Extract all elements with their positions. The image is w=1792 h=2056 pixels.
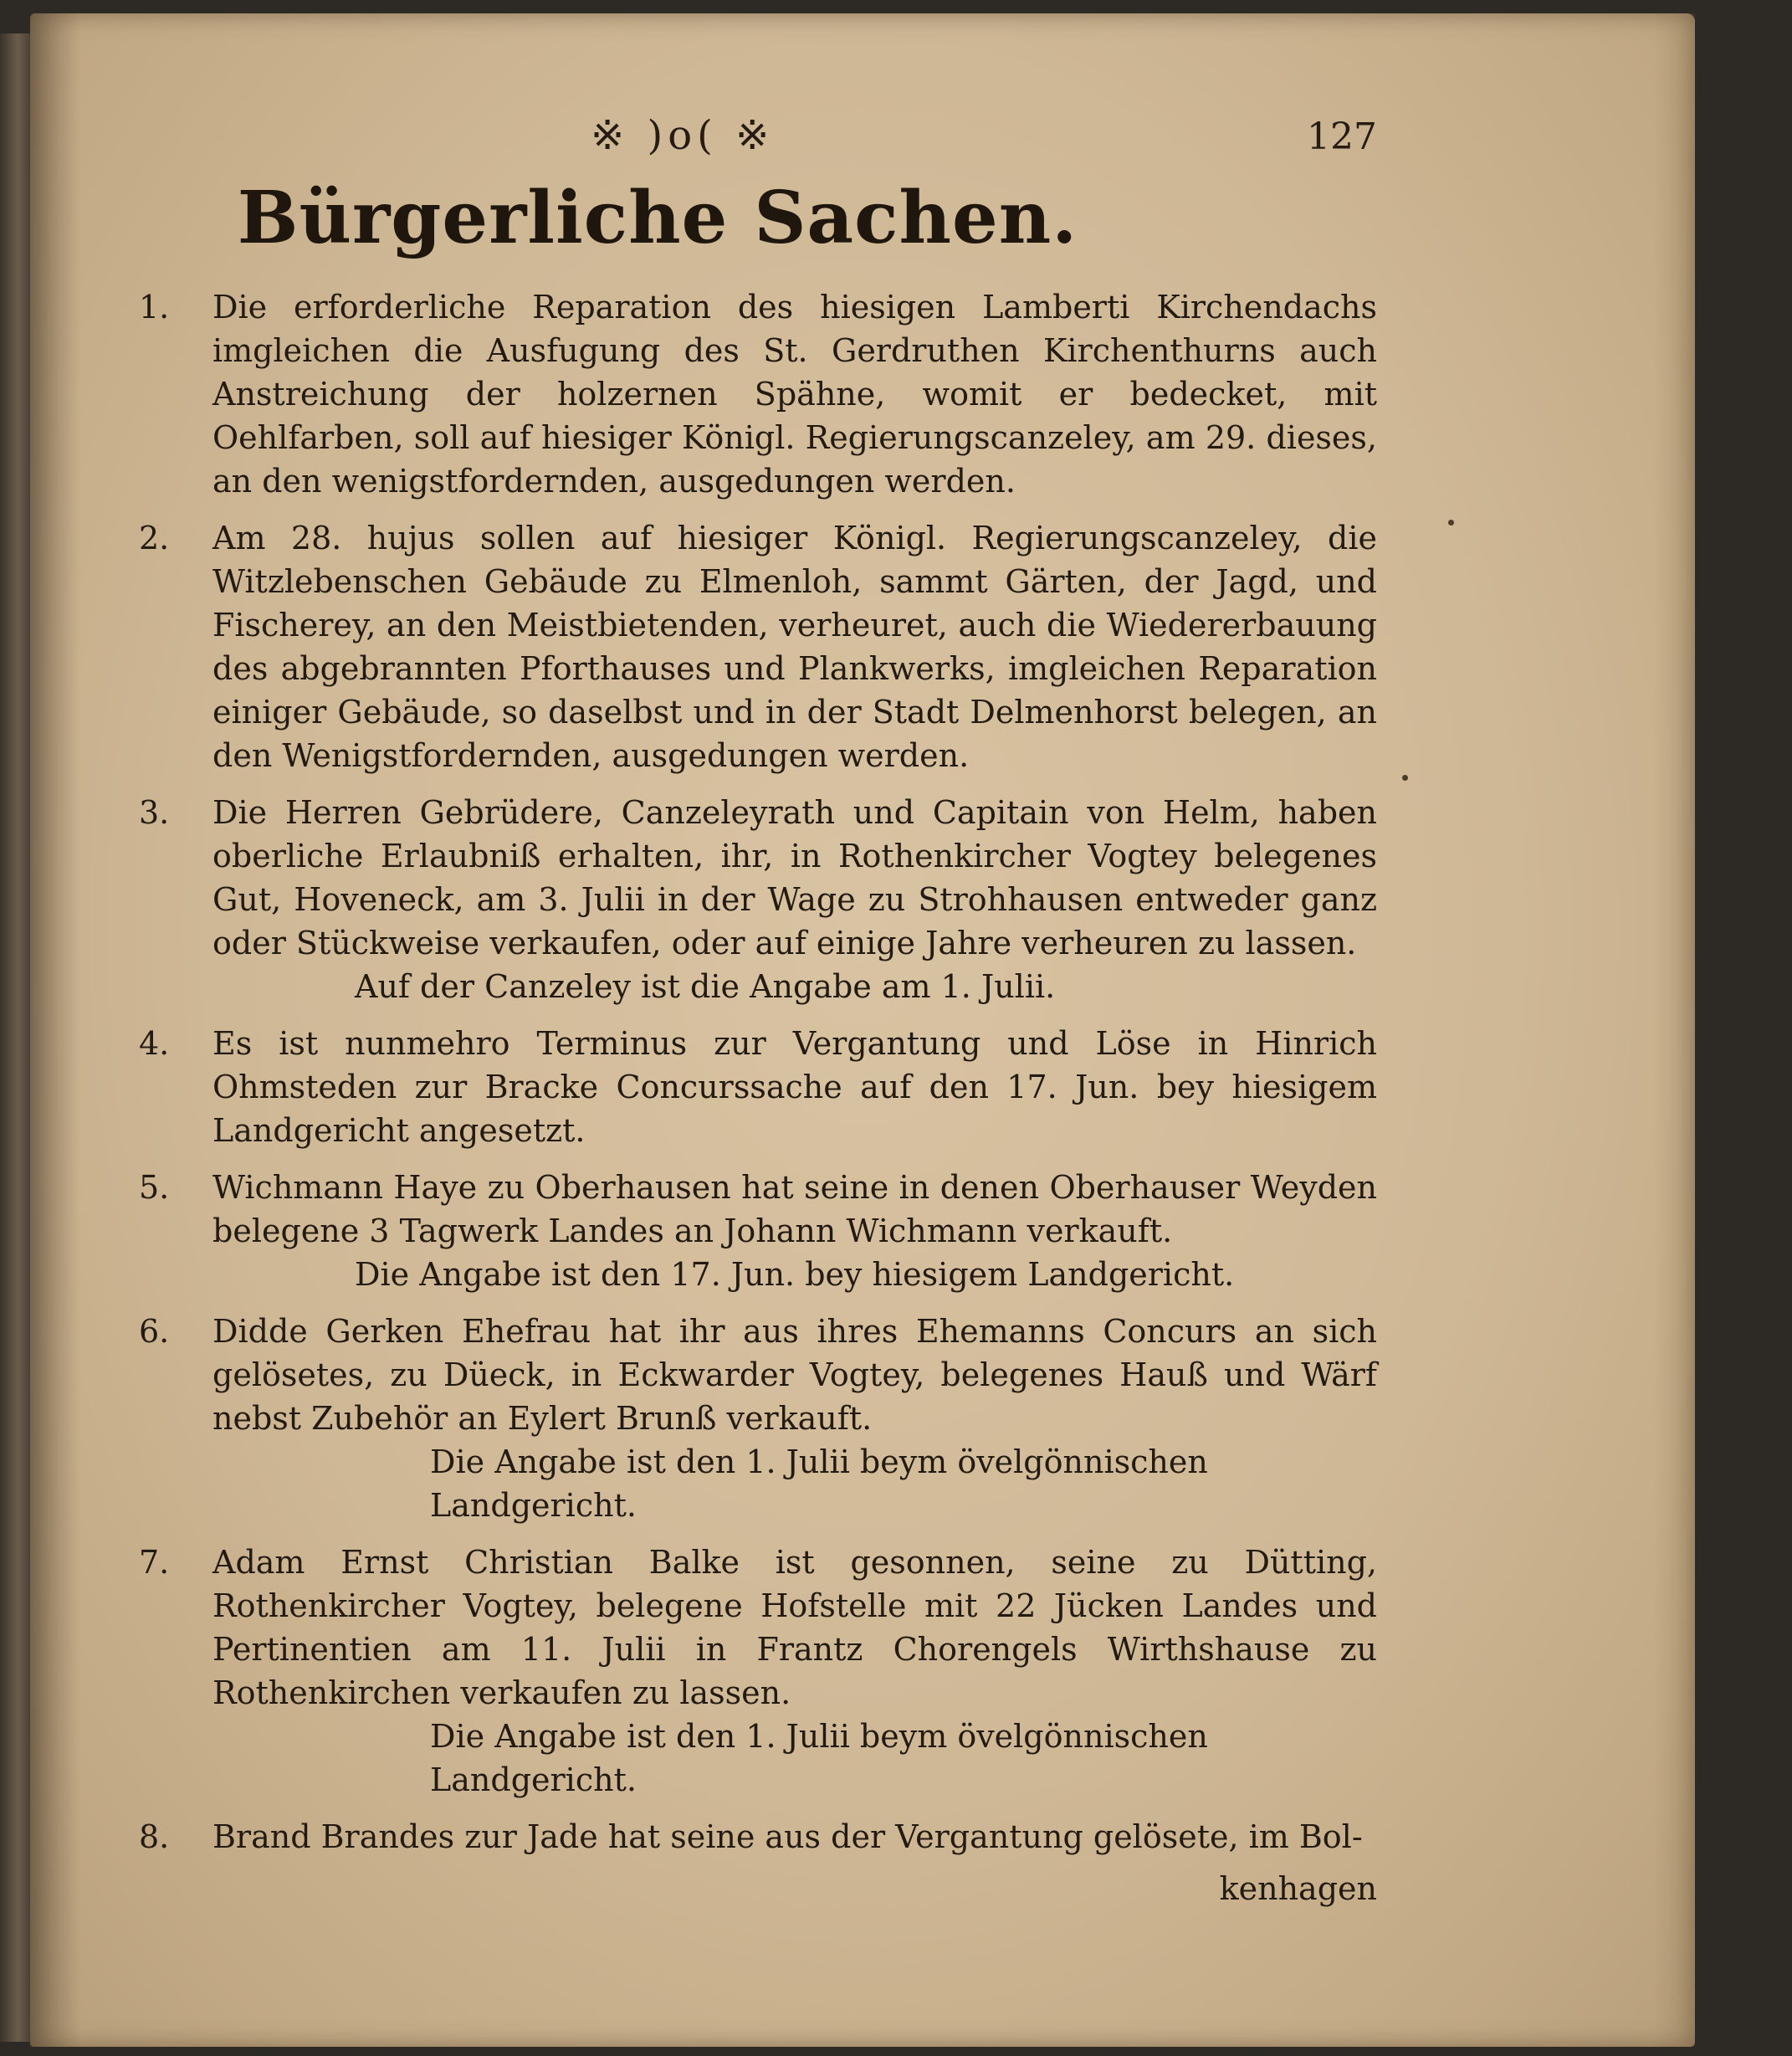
- item-text: Die Herren Gebrüdere, Canzeleyrath und Capitain von Helm, haben oberliche Erlaubniß erhalten, ihr, in Rothenkircher Vogtey belegenes Gut, Hoveneck, am 3. Julii in der Wage zu Strohhausen entweder ganz oder Stückweise verkaufen, oder auf einige Jahre verheuren zu lassen.: [212, 794, 1377, 961]
- item-text: Wichmann Haye zu Oberhausen hat seine in denen Oberhauser Weyden belegene 3 Tagwerk Landes an Johann Wichmann verkauft.: [212, 1169, 1377, 1249]
- item-note: Die Angabe ist den 1. Julii beym övelgönnischen Landgericht.: [430, 1718, 1208, 1798]
- item-number: 3.: [139, 794, 170, 831]
- running-header: [139, 105, 1377, 172]
- item-text: Didde Gerken Ehefrau hat ihr aus ihres Ehemanns Concurs an sich gelösetes, zu Düeck, in Eckwarder Vogtey, belegenes Hauß und Wärf nebst Zubehör an Eylert Brunß verkauft.: [212, 1313, 1377, 1437]
- notice-item-7: [139, 1541, 1377, 1802]
- item-number: 4.: [139, 1025, 170, 1062]
- page-number: 127: [1307, 115, 1377, 158]
- item-number: 7.: [139, 1544, 170, 1581]
- page-content: [139, 105, 1377, 1910]
- header-ornament: ※ )o( ※: [591, 112, 775, 159]
- paper-speck: [1448, 520, 1454, 526]
- item-note: Die Angabe ist den 17. Jun. bey hiesigem Landgericht.: [355, 1256, 1235, 1293]
- item-number: 5.: [139, 1169, 170, 1206]
- book-page: [30, 13, 1695, 2047]
- notice-item-2: [139, 516, 1377, 777]
- item-number: 8.: [139, 1818, 170, 1855]
- gutter-shadow: [30, 13, 80, 2047]
- notice-item-6: [139, 1310, 1377, 1527]
- item-number: 2.: [139, 520, 170, 556]
- notice-item-4: [139, 1022, 1377, 1152]
- item-note: Die Angabe ist den 1. Julii beym övelgönnischen Landgericht.: [430, 1443, 1208, 1524]
- item-note: Auf der Canzeley ist die Angabe am 1. Julii.: [355, 968, 1056, 1005]
- item-text: Am 28. hujus sollen auf hiesiger Königl. Regierungscanzeley, die Witzlebenschen Gebäude zu Elmenloh, sammt Gärten, der Jagd, und Fischerey, an den Meistbietenden, verheuret, auch die Wiedererbauung des abgebrannten Pforthauses und Plankwerks, imgleichen Reparation einiger Gebäude, so daselbst und in der Stadt Delmenhorst belegen, an den Wenigstfordernden, ausgedungen werden.: [212, 520, 1377, 774]
- paper-speck: [1402, 775, 1408, 781]
- item-text: Adam Ernst Christian Balke ist gesonnen, seine zu Dütting, Rothenkircher Vogtey, belegene Hofstelle mit 22 Jücken Landes und Pertinentien am 11. Julii in Frantz Chorengels Wirthshause zu Rothenkirchen verkaufen zu lassen.: [212, 1544, 1377, 1711]
- section-title: Bürgerliche Sachen.: [237, 176, 1078, 260]
- previous-page-edge: [0, 33, 30, 2042]
- item-text: Brand Brandes zur Jade hat seine aus der Vergantung gelösete, im Bol-: [212, 1818, 1363, 1855]
- notice-item-3: [139, 791, 1377, 1008]
- item-number: 6.: [139, 1313, 170, 1350]
- item-number: 1.: [139, 289, 170, 326]
- notice-item-5: [139, 1166, 1377, 1296]
- page-edge: [1653, 13, 1695, 2047]
- item-text: Die erforderliche Reparation des hiesigen Lamberti Kirchendachs imgleichen die Ausfugung des St. Gerdruthen Kirchenthurns auch Anstreichung der holzernen Spähne, womit er bedecket, mit Oehlfarben, soll auf hiesiger Königl. Regierungscanzeley, am 29. dieses, an den wenigstfordernden, ausgedungen werden.: [212, 289, 1377, 500]
- notice-item-8: [139, 1815, 1377, 1859]
- notice-item-1: [139, 285, 1377, 503]
- item-text: Es ist nunmehro Terminus zur Vergantung und Löse in Hinrich Ohmsteden zur Bracke Concurssache auf den 17. Jun. bey hiesigem Landgericht angesetzt.: [212, 1025, 1377, 1149]
- catchword: kenhagen: [1219, 1870, 1377, 1907]
